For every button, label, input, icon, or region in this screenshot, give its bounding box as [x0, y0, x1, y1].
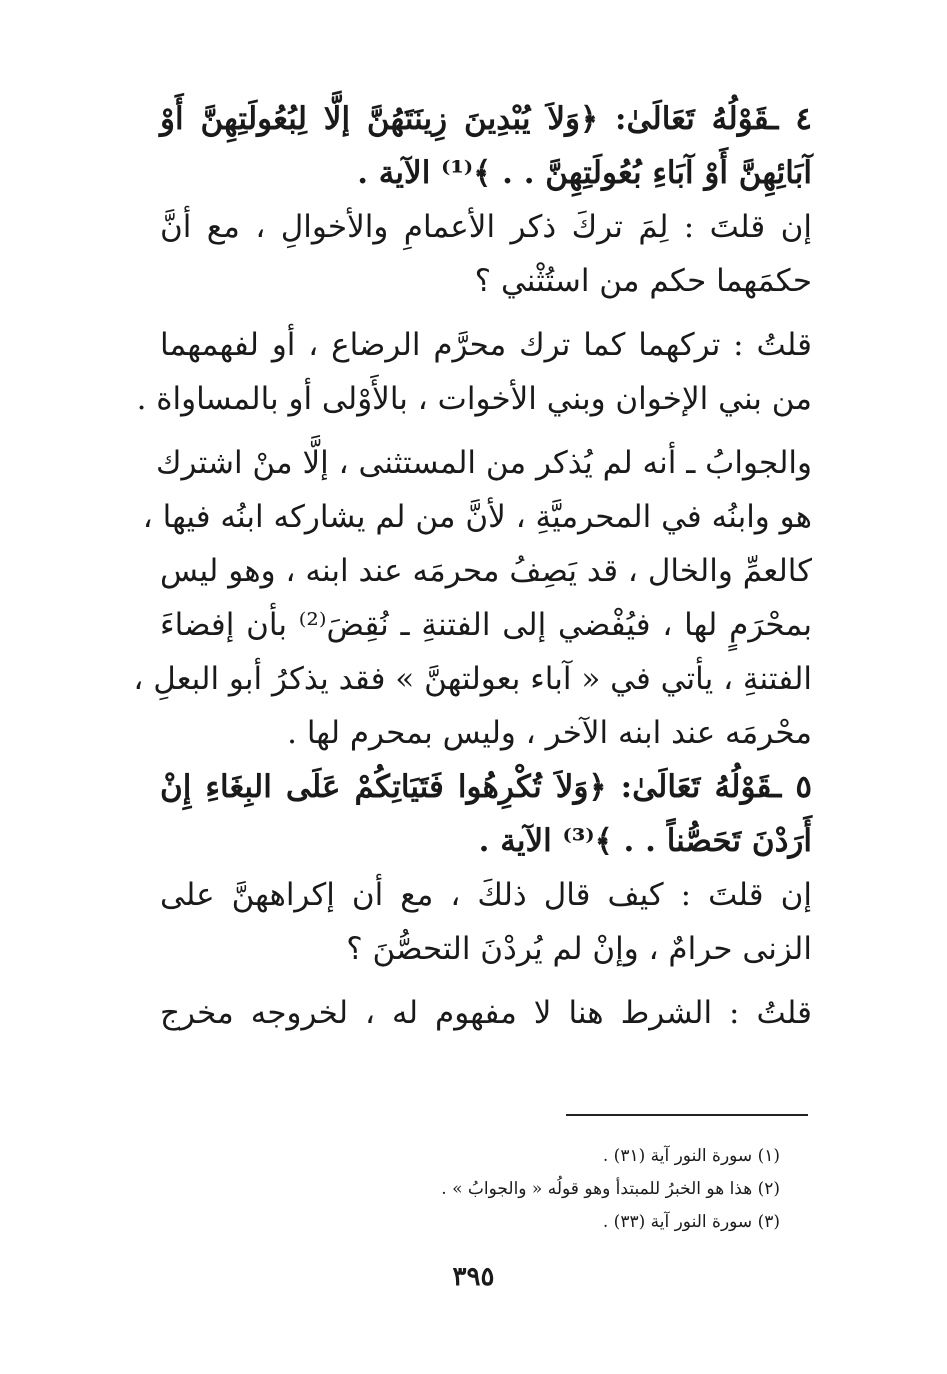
text-line: قلتُ : تركهما كما ترك محرَّم الرضاع ، أو لفهمهما: [160, 327, 812, 363]
text-line: الزنى حرامٌ ، وإنْ لم يُردْنَ التحصُّنَ ؟: [346, 931, 812, 967]
text-line: هو وابنُه في المحرميَّةِ ، لأنَّ من لم يشاركه ابنُه فيها ،: [142, 499, 812, 535]
text-line: آبَائِهِنَّ أَوْ آبَاءِ بُعُولَتِهِنَّ . . ﴾⁽¹⁾ الآية .: [357, 155, 812, 191]
text-line: حكمَهما حكم من استُثْني ؟: [474, 263, 812, 299]
text-line: بمحْرَمٍ لها ، فيُفْضي إلى الفتنةِ ـ نُقِضَ⁽²⁾ بأن إفضاءَ: [160, 607, 812, 643]
text-line: ٤ ـقَوْلُهُ تَعَالَىٰ: ﴿وَلاَ يُبْدِينَ زِينَتَهُنَّ إلَّا لِبُعُولَتِهِنَّ أَوْ: [160, 101, 812, 137]
footnote-divider: [566, 1114, 808, 1116]
text-line: إن قلتَ : لِمَ تركَ ذكر الأعمامِ والأخوالِ ، مع أنَّ: [160, 209, 812, 245]
text-line: من بني الإخوان وبني الأخوات ، بالأَوْلى أو بالمساواة .: [136, 381, 812, 417]
text-line: محْرمَه عند ابنه الآخر ، وليس بمحرم لها .: [287, 715, 812, 751]
text-line: والجوابُ ـ أنه لم يُذكر من المستثنى ، إلَّا منْ اشترك: [155, 445, 812, 481]
text-line: كالعمِّ والخال ، قد يَصِفُ محرمَه عند ابنه ، وهو ليس: [160, 553, 812, 589]
text-line: أَرَدْنَ تَحَصُّناً . . ﴾⁽³⁾ الآية .: [478, 823, 812, 859]
footnotes: [360, 1140, 780, 1239]
footnote: (٣) سورة النور آية (٣٣) .: [602, 1212, 780, 1232]
main-text: [133, 92, 812, 1040]
text-line: ٥ ـقَوْلُهُ تَعَالَىٰ: ﴿وَلاَ تُكْرِهُوا فَتَيَاتِكُمْ عَلَى البِغَاءِ إِنْ: [160, 769, 812, 805]
footnote: (٢) هذا هو الخبرُ للمبتدأ وهو قولُه « والجوابُ » .: [441, 1179, 780, 1199]
footnote: (١) سورة النور آية (٣١) .: [602, 1146, 780, 1166]
text-line: إن قلتَ : كيف قال ذلكَ ، مع أن إكراههنَّ على: [160, 877, 812, 913]
page-number: ٣٩٥: [452, 1262, 495, 1292]
text-line: قلتُ : الشرط هنا لا مفهوم له ، لخروجه مخرج: [160, 995, 812, 1031]
text-line: الفتنةِ ، يأتي في « آباء بعولتهنَّ » فقد يذكرُ أبو البعلِ ،: [133, 661, 812, 697]
